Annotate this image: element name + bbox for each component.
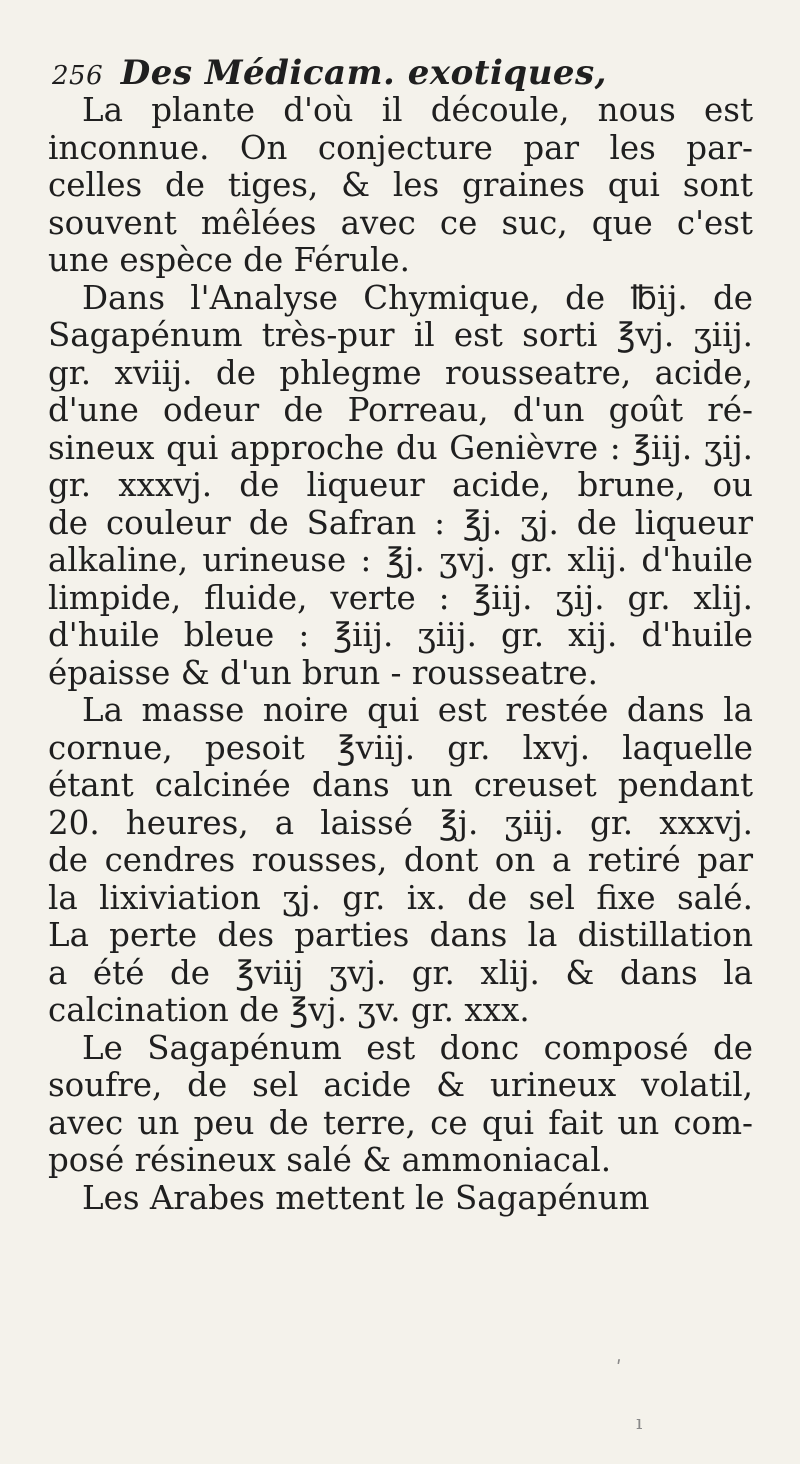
body-text xyxy=(48,92,753,1217)
text-line: La masse noire qui est restée dans la xyxy=(82,691,753,729)
page-number: 256 xyxy=(52,61,104,91)
text-line: a été de ℥viij ʒvj. gr. xlij. & dans la xyxy=(48,953,753,992)
text-line: 20. heures, a laissé ℥j. ʒiij. gr. xxxvj. xyxy=(48,803,753,842)
text-line: Sagapénum très-pur il est sorti ℥vj. ʒiij. xyxy=(48,316,753,354)
text-line: limpide, fluide, verte : ℥iij. ʒij. gr. xlij. xyxy=(48,578,753,617)
text-line: inconnue. On conjecture par les par- xyxy=(48,128,753,167)
text-line: posé résineux salé & ammoniacal. xyxy=(48,1141,612,1179)
text-line: La plante d'où il découle, nous est xyxy=(82,91,753,129)
text-line: calcination de ℥vj. ʒv. gr. xxx. xyxy=(48,991,530,1029)
text-line: avec un peu de terre, ce qui fait un com- xyxy=(48,1103,753,1142)
text-line: souvent mêlées avec ce suc, que c'est xyxy=(48,203,753,242)
text-line: soufre, de sel acide & urineux volatil, xyxy=(48,1066,753,1104)
text-line: gr. xviij. de phlegme rousseatre, acide, xyxy=(48,353,753,392)
text-line: la lixiviation ʒj. gr. ix. de sel fixe salé. xyxy=(48,878,753,917)
paper-speck: ʹ xyxy=(616,1356,622,1380)
text-line: de couleur de Safran : ℥j. ʒj. de liqueur xyxy=(48,503,753,542)
text-line: de cendres rousses, dont on a retiré par xyxy=(48,841,753,879)
text-line: cornue, pesoit ℥viij. gr. lxvj. laquelle xyxy=(48,728,753,767)
text-line: gr. xxxvj. de liqueur acide, brune, ou xyxy=(48,466,753,504)
text-line: Les Arabes mettent le Sagapénum xyxy=(82,1178,650,1217)
text-line: celles de tiges, & les graines qui sont xyxy=(48,166,753,204)
text-line: d'huile bleue : ℥iij. ʒiij. gr. xij. d'huile xyxy=(48,616,753,654)
text-line: étant calcinée dans un creuset pendant xyxy=(48,766,753,804)
text-line: d'une odeur de Porreau, d'un goût ré- xyxy=(48,391,753,429)
text-line: Le Sagapénum est donc composé de xyxy=(82,1028,753,1067)
running-title: Des Médicam. exotiques, xyxy=(120,53,608,93)
text-line: alkaline, urineuse : ℥j. ʒvj. gr. xlij. d'huile xyxy=(48,541,753,579)
text-line: épaisse & d'un brun - rousseatre. xyxy=(48,653,598,692)
text-line: La perte des parties dans la distillation xyxy=(48,916,753,954)
text-line: une espèce de Férule. xyxy=(48,241,410,279)
text-line: Dans l'Analyse Chymique, de ℔ij. de xyxy=(82,278,753,317)
text-line: sineux qui approche du Genièvre : ℥iij. ʒij. xyxy=(48,428,753,467)
paper-speck: ı xyxy=(636,1410,643,1434)
